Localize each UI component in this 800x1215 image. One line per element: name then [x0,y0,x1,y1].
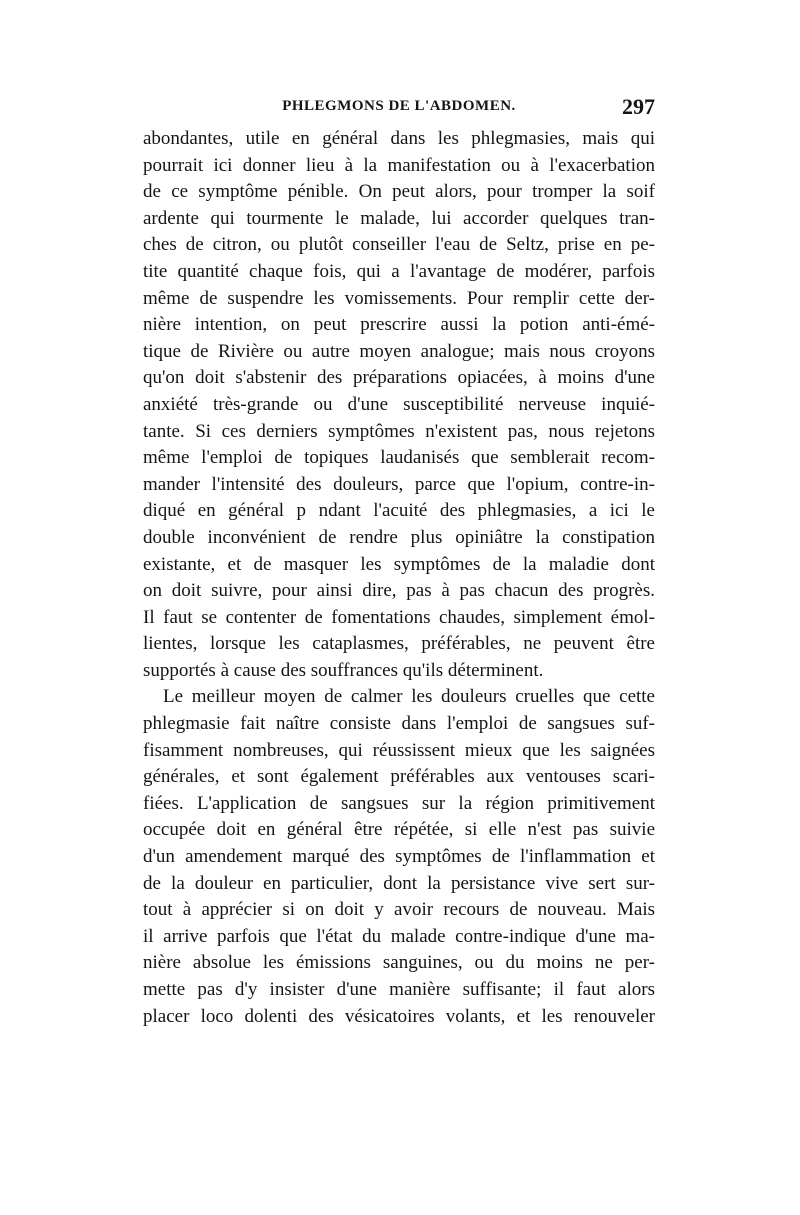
text-line: pourrait ici donner lieu à la manifestation ou à l'exacerbation [143,154,655,176]
text-line: de la douleur en particulier, dont la persistance vive sert sur- [143,872,655,894]
text-line: tante. Si ces derniers symptômes n'existent pas, nous rejetons [143,420,655,442]
text-line: fiées. L'application de sangsues sur la région primitivement [143,792,655,814]
text-line: phlegmasie fait naître consiste dans l'emploi de sangsues suf- [143,713,655,735]
running-title: PHLEGMONS DE L'ABDOMEN. [282,98,516,114]
text-line: abondantes, utile en général dans les phlegmasies, mais qui [143,128,655,149]
text-line: placer loco dolenti des vésicatoires volants, et les renouveler [143,1005,655,1027]
text-line: on doit suivre, pour ainsi dire, pas à pas chacun des progrès. [143,580,655,602]
text-line: ches de citron, ou plutôt conseiller l'eau de Seltz, prise en pe- [143,234,655,256]
page-number: 297 [622,94,655,119]
text-line: de ce symptôme pénible. On peut alors, pour tromper la soif [143,181,655,203]
text-line: tite quantité chaque fois, qui a l'avantage de modérer, parfois [143,260,655,282]
text-line: occupée doit en général être répétée, si elle n'est pas suivie [143,819,655,841]
text-line: tique de Rivière ou autre moyen analogue; mais nous croyons [143,340,655,362]
text-line: ardente qui tourmente le malade, lui accorder quelques tran- [143,207,655,229]
text-line: double inconvénient de rendre plus opiniâtre la constipation [143,526,655,548]
text-line: il arrive parfois que l'état du malade contre-indique d'une ma- [143,925,655,947]
text-line: générales, et sont également préférables aux ventouses scari- [143,766,655,788]
text-line: fisamment nombreuses, qui réussissent mieux que les saignées [143,739,655,761]
body-text [143,126,655,1030]
text-line: d'un amendement marqué des symptômes de l'inflammation et [143,846,655,868]
text-line: diqué en général p ndant l'acuité des phlegmasies, a ici le [143,500,655,522]
text-line: Le meilleur moyen de calmer les douleurs cruelles que cette [163,686,655,708]
text-line: lientes, lorsque les cataplasmes, préférables, ne peuvent être [143,633,655,655]
text-line: anxiété très-grande ou d'une susceptibilité nerveuse inquié- [143,393,655,415]
running-head [143,94,655,120]
text-line: nière intention, on peut prescrire aussi la potion anti-émé- [143,314,655,336]
text-line: qu'on doit s'abstenir des préparations opiacées, à moins d'une [143,367,655,389]
text-line: même l'emploi de topiques laudanisés que semblerait recom- [143,447,655,469]
text-line: supportés à cause des souffrances qu'ils déterminent. [143,659,544,681]
text-line: tout à apprécier si on doit y avoir recours de nouveau. Mais [143,899,655,921]
text-line: existante, et de masquer les symptômes de la maladie dont [143,553,655,575]
text-line: mander l'intensité des douleurs, parce que l'opium, contre-in- [143,473,655,495]
text-line: Il faut se contenter de fomentations chaudes, simplement émol- [143,606,655,628]
text-line: mette pas d'y insister d'une manière suffisante; il faut alors [143,979,655,1000]
text-line: nière absolue les émissions sanguines, ou du moins ne per- [143,952,655,974]
text-line: même de suspendre les vomissements. Pour remplir cette der- [143,287,655,309]
